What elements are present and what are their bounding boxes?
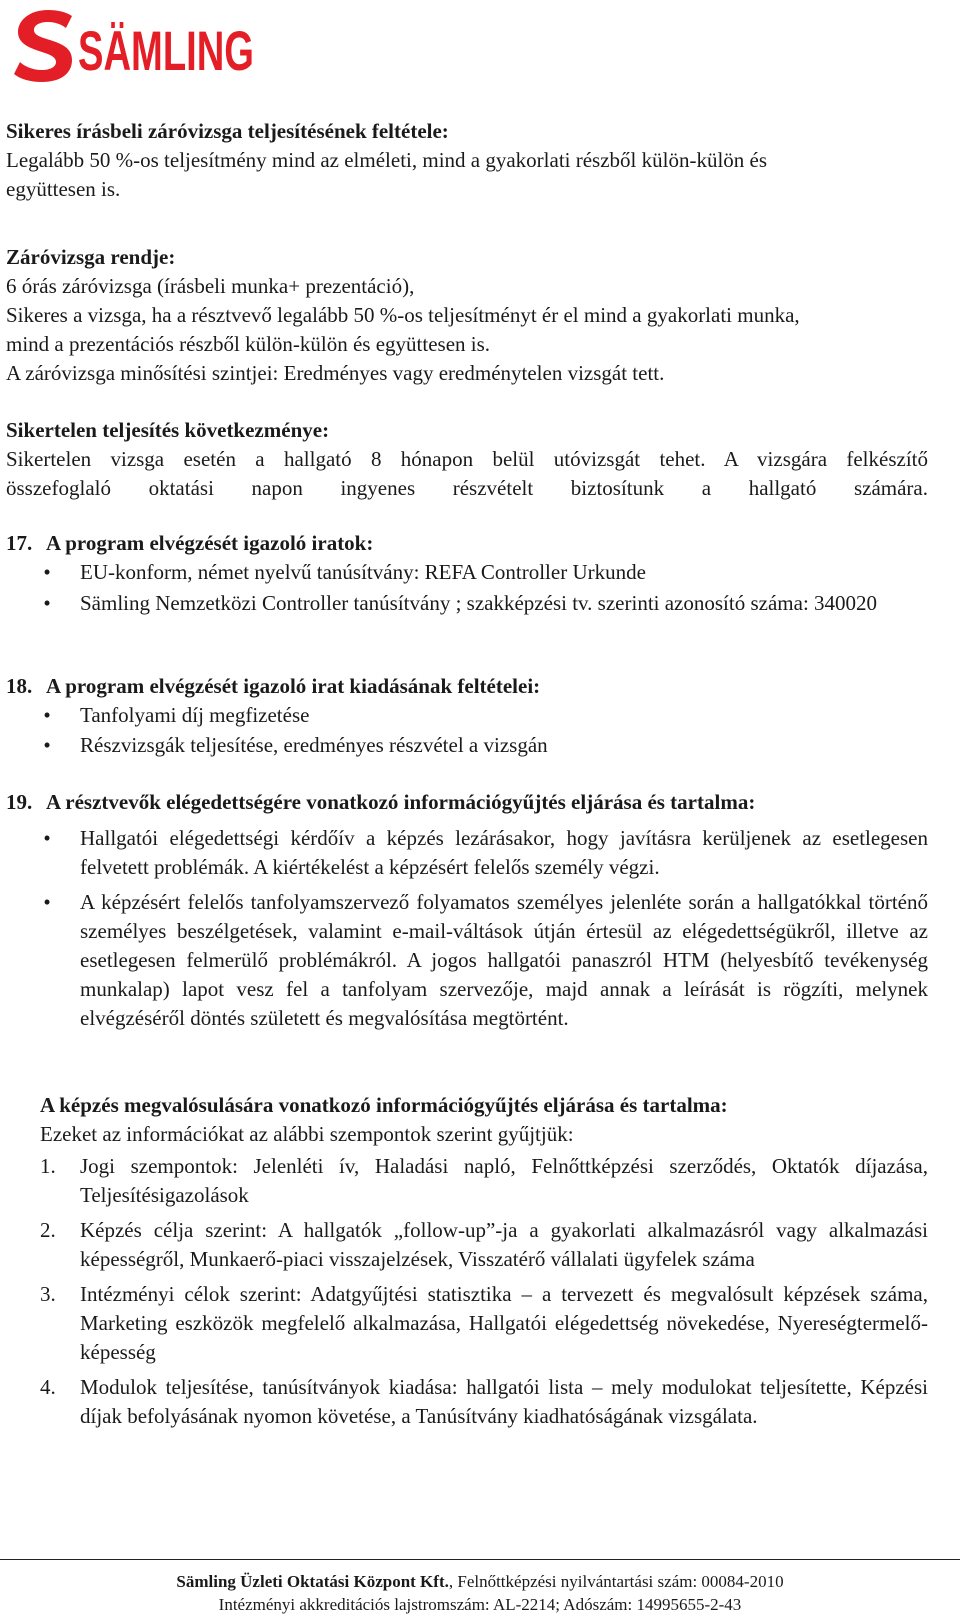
bullet-icon: • (43, 703, 51, 727)
samling-logo (8, 4, 258, 84)
exam-order-line: Sikeres a vizsga, ha a résztvevő legalább 50 %-os teljesítményt ér el mind a gyakorlati munka, (6, 303, 800, 327)
list-item: 2. Képzés célja szerint: A hallgatók „follow-up”-ja a gyakorlati alkalmazásról vagy alkalmazási képességről, Munkaerő-piaci visszajelzések, Visszatérő vállalati ügyfelek száma (40, 1218, 928, 1271)
list-item: • A képzésért felelős tanfolyamszervező folyamatos személyes jelenléte során a hallgatókkal történő személyes beszélgetések, valamint e-mail-váltások útján értesül az elégedettségükről, illetve az esetlegesen felmerülő problémákról. A jogos hallgatói panaszról HTM (helyesbítő tevékenység munkalap) lapot vesz fel a tanfolyam szervezője, majd annak a leírását is rögzíti, melynek elvégzéséről döntés született és megvalósítása megtörtént. (0, 888, 928, 1033)
section-17-list (0, 558, 928, 626)
list-item: • Sämling Nemzetközi Controller tanúsítvány ; szakképzési tv. szerinti azonosító száma: 340020 (0, 589, 928, 618)
bullet-icon: • (43, 826, 51, 850)
list-item: • Tanfolyami díj megfizetése (0, 701, 928, 730)
exam-success-heading: Sikeres írásbeli záróvizsga teljesítésének feltétele: (6, 119, 449, 143)
exam-order-section (6, 243, 928, 388)
realization-list (0, 1152, 928, 1439)
list-ordinal: 2. (40, 1218, 56, 1242)
footer-registration: , Felnőttképzési nyilvántartási szám: 00084-2010 (448, 1572, 784, 1591)
list-item: • EU-konform, német nyelvű tanúsítvány: REFA Controller Urkunde (0, 558, 928, 587)
section-number: 17. (6, 531, 33, 555)
section-19-list (0, 824, 928, 1041)
section-title: A résztvevők elégedettségére vonatkozó információgyűjtés eljárása és tartalma: (46, 790, 756, 814)
list-item: 3. Intézményi célok szerint: Adatgyűjtési statisztika – a tervezett és megvalósult képzések száma, Marketing eszközök megfelelő alkalmazása, Hallgatói elégedettség növekedése, Nyereségtermelő-képesség (40, 1282, 928, 1364)
bullet-icon: • (43, 560, 51, 584)
bullet-icon: • (43, 890, 51, 914)
list-ordinal: 3. (40, 1282, 56, 1306)
failure-line: Sikertelen vizsga esetén a hallgató 8 hónapon belül utóvizsgát tehet. A vizsgára felkészítő (6, 447, 928, 471)
realization-section (40, 1091, 928, 1149)
exam-order-line: A záróvizsga minősítési szintjei: Eredményes vagy eredménytelen vizsgát tett. (6, 361, 665, 385)
section-18-heading (6, 672, 928, 701)
list-item: 1. Jogi szempontok: Jelenléti ív, Haladási napló, Felnőttképzési szerződés, Oktatók díjazása, Teljesítésigazolások (40, 1154, 928, 1207)
list-item: • Részvizsgák teljesítése, eredményes részvétel a vizsgán (0, 731, 928, 760)
logo-mark-icon (8, 4, 258, 84)
section-number: 19. (6, 790, 33, 814)
section-title: A program elvégzését igazoló irat kiadásának feltételei: (46, 674, 541, 698)
page-footer (0, 1570, 960, 1616)
footer-divider (0, 1559, 960, 1560)
list-item: • Hallgatói elégedettségi kérdőív a képzés lezárásakor, hogy javításra kerüljenek az esetlegesen felvetett problémák. A kiértékelést a képzésért felelős személy végzi. (0, 824, 928, 882)
failure-line: összefoglaló oktatási napon ingyenes részvételt biztosítunk a hallgató számára. (6, 476, 928, 500)
section-title: A program elvégzését igazoló iratok: (46, 531, 374, 555)
footer-line-2: Intézményi akkreditációs lajstromszám: AL-2214; Adószám: 14995655-2-43 (218, 1595, 742, 1614)
footer-company: Sämling Üzleti Oktatási Központ Kft. (176, 1572, 449, 1591)
bullet-icon: • (43, 733, 51, 757)
list-ordinal: 1. (40, 1154, 56, 1178)
footer-line-1 (0, 1570, 960, 1593)
svg-text:SÄMLING: SÄMLING (78, 19, 254, 82)
section-18-list (0, 701, 928, 768)
exam-success-section (6, 117, 928, 204)
exam-success-line: Legalább 50 %-os teljesítmény mind az elméleti, mind a gyakorlati részből külön-külön és (6, 148, 768, 172)
realization-intro: Ezeket az információkat az alábbi szempontok szerint gyűjtjük: (40, 1122, 574, 1146)
exam-order-line: 6 órás záróvizsga (írásbeli munka+ prezentáció), (6, 274, 415, 298)
list-item: 4. Modulok teljesítése, tanúsítványok kiadása: hallgatói lista – mely modulokat teljesítette, Képzési díjak befolyásának nyomon követése, a Tanúsítvány kiadhatóságának vizsgálata. (40, 1375, 928, 1428)
exam-order-line: mind a prezentációs részből külön-külön és együttesen is. (6, 332, 491, 356)
exam-order-heading: Záróvizsga rendje: (6, 245, 176, 269)
section-17-heading (6, 529, 928, 558)
realization-heading: A képzés megvalósulására vonatkozó információgyűjtés eljárása és tartalma: (40, 1093, 728, 1117)
list-ordinal: 4. (40, 1375, 56, 1399)
bullet-icon: • (43, 591, 51, 615)
failure-heading: Sikertelen teljesítés következménye: (6, 418, 330, 442)
section-19-heading (6, 788, 928, 817)
section-number: 18. (6, 674, 33, 698)
failure-section (6, 416, 928, 503)
exam-success-line: együttesen is. (6, 177, 121, 201)
